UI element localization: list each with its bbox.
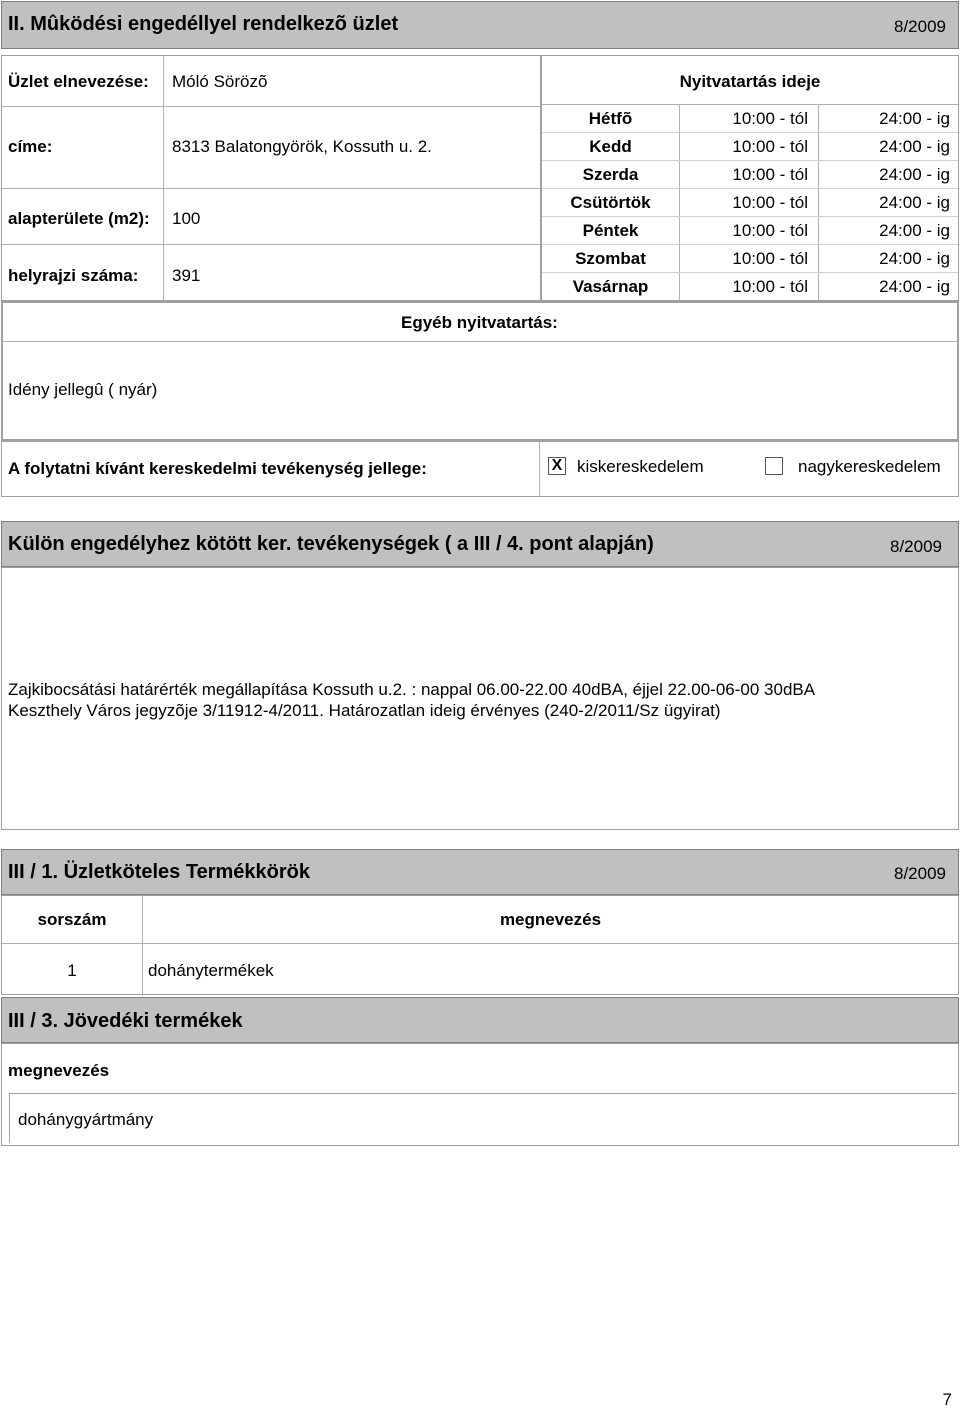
section3-title: III / 1. Üzletköteles Termékkörök	[8, 861, 310, 883]
section2-code: 8/2009	[890, 537, 942, 556]
weekday-label: Péntek	[582, 221, 639, 240]
section2-line2: Keszthely Város jegyzõje 3/11912-4/2011. Határozatlan ideig érvényes (240-2/2011/Sz ügyirat)	[8, 701, 721, 720]
open-from: 10:00 - tól	[732, 221, 808, 240]
section3-code: 8/2009	[894, 864, 946, 883]
open-to: 24:00 - ig	[879, 277, 950, 296]
open-to: 24:00 - ig	[879, 109, 950, 128]
page-number: 7	[942, 1390, 952, 1409]
open-from: 10:00 - tól	[732, 193, 808, 212]
weekday-label: Szombat	[575, 249, 646, 268]
other-hours-value: Idény jellegû ( nyár)	[8, 380, 158, 399]
table-row-num: 1	[67, 961, 77, 980]
lot-value: 391	[172, 266, 201, 285]
section1-code: 8/2009	[894, 17, 946, 36]
area-value: 100	[172, 209, 201, 228]
opening-hours-title: Nyitvatartás ideje	[679, 72, 821, 91]
section4-title: III / 3. Jövedéki termékek	[8, 1010, 243, 1032]
open-to: 24:00 - ig	[879, 193, 950, 212]
trade-type-label: A folytatni kívánt kereskedelmi tevékenység jellege:	[8, 459, 427, 478]
lot-label: helyrajzi száma:	[8, 266, 139, 285]
shop-name-label: Üzlet elnevezése:	[8, 72, 149, 91]
retail-label: kiskereskedelem	[577, 457, 704, 476]
open-from: 10:00 - tól	[732, 165, 808, 184]
area-label: alapterülete (m2):	[8, 209, 150, 228]
open-from: 10:00 - tól	[732, 137, 808, 156]
retail-checkbox[interactable]: X	[548, 457, 566, 475]
open-from: 10:00 - tól	[732, 277, 808, 296]
col-megnevezes-header: megnevezés	[499, 910, 602, 929]
section4-item: dohánygyártmány	[18, 1110, 154, 1129]
open-to: 24:00 - ig	[879, 165, 950, 184]
other-hours-label: Egyéb nyitvatartás:	[401, 313, 558, 332]
weekday-label: Kedd	[589, 137, 632, 156]
open-to: 24:00 - ig	[879, 221, 950, 240]
col-sorszam-header: sorszám	[37, 910, 107, 929]
weekday-label: Szerda	[582, 165, 639, 184]
weekday-label: Vasárnap	[572, 277, 649, 296]
wholesale-label: nagykereskedelem	[798, 457, 941, 476]
open-to: 24:00 - ig	[879, 137, 950, 156]
wholesale-checkbox[interactable]	[765, 457, 783, 475]
table-row-name: dohánytermékek	[148, 961, 274, 980]
section4-col-header: megnevezés	[8, 1061, 110, 1080]
open-to: 24:00 - ig	[879, 249, 950, 268]
shop-name-value: Móló Sörözõ	[172, 72, 268, 91]
section2-line1: Zajkibocsátási határérték megállapítása Kossuth u.2. : nappal 06.00-22.00 40dBA, éjjel 22.00-06-00 30dBA	[8, 680, 816, 699]
open-from: 10:00 - tól	[732, 109, 808, 128]
weekday-label: Csütörtök	[570, 193, 651, 212]
address-value: 8313 Balatongyörök, Kossuth u. 2.	[172, 137, 432, 156]
section2-title: Külön engedélyhez kötött ker. tevékenységek ( a III / 4. pont alapján)	[8, 533, 654, 555]
open-from: 10:00 - tól	[732, 249, 808, 268]
address-label: címe:	[8, 137, 53, 156]
section1-title: II. Mûködési engedéllyel rendelkezõ üzlet	[8, 13, 399, 35]
weekday-label: Hétfõ	[588, 109, 633, 128]
